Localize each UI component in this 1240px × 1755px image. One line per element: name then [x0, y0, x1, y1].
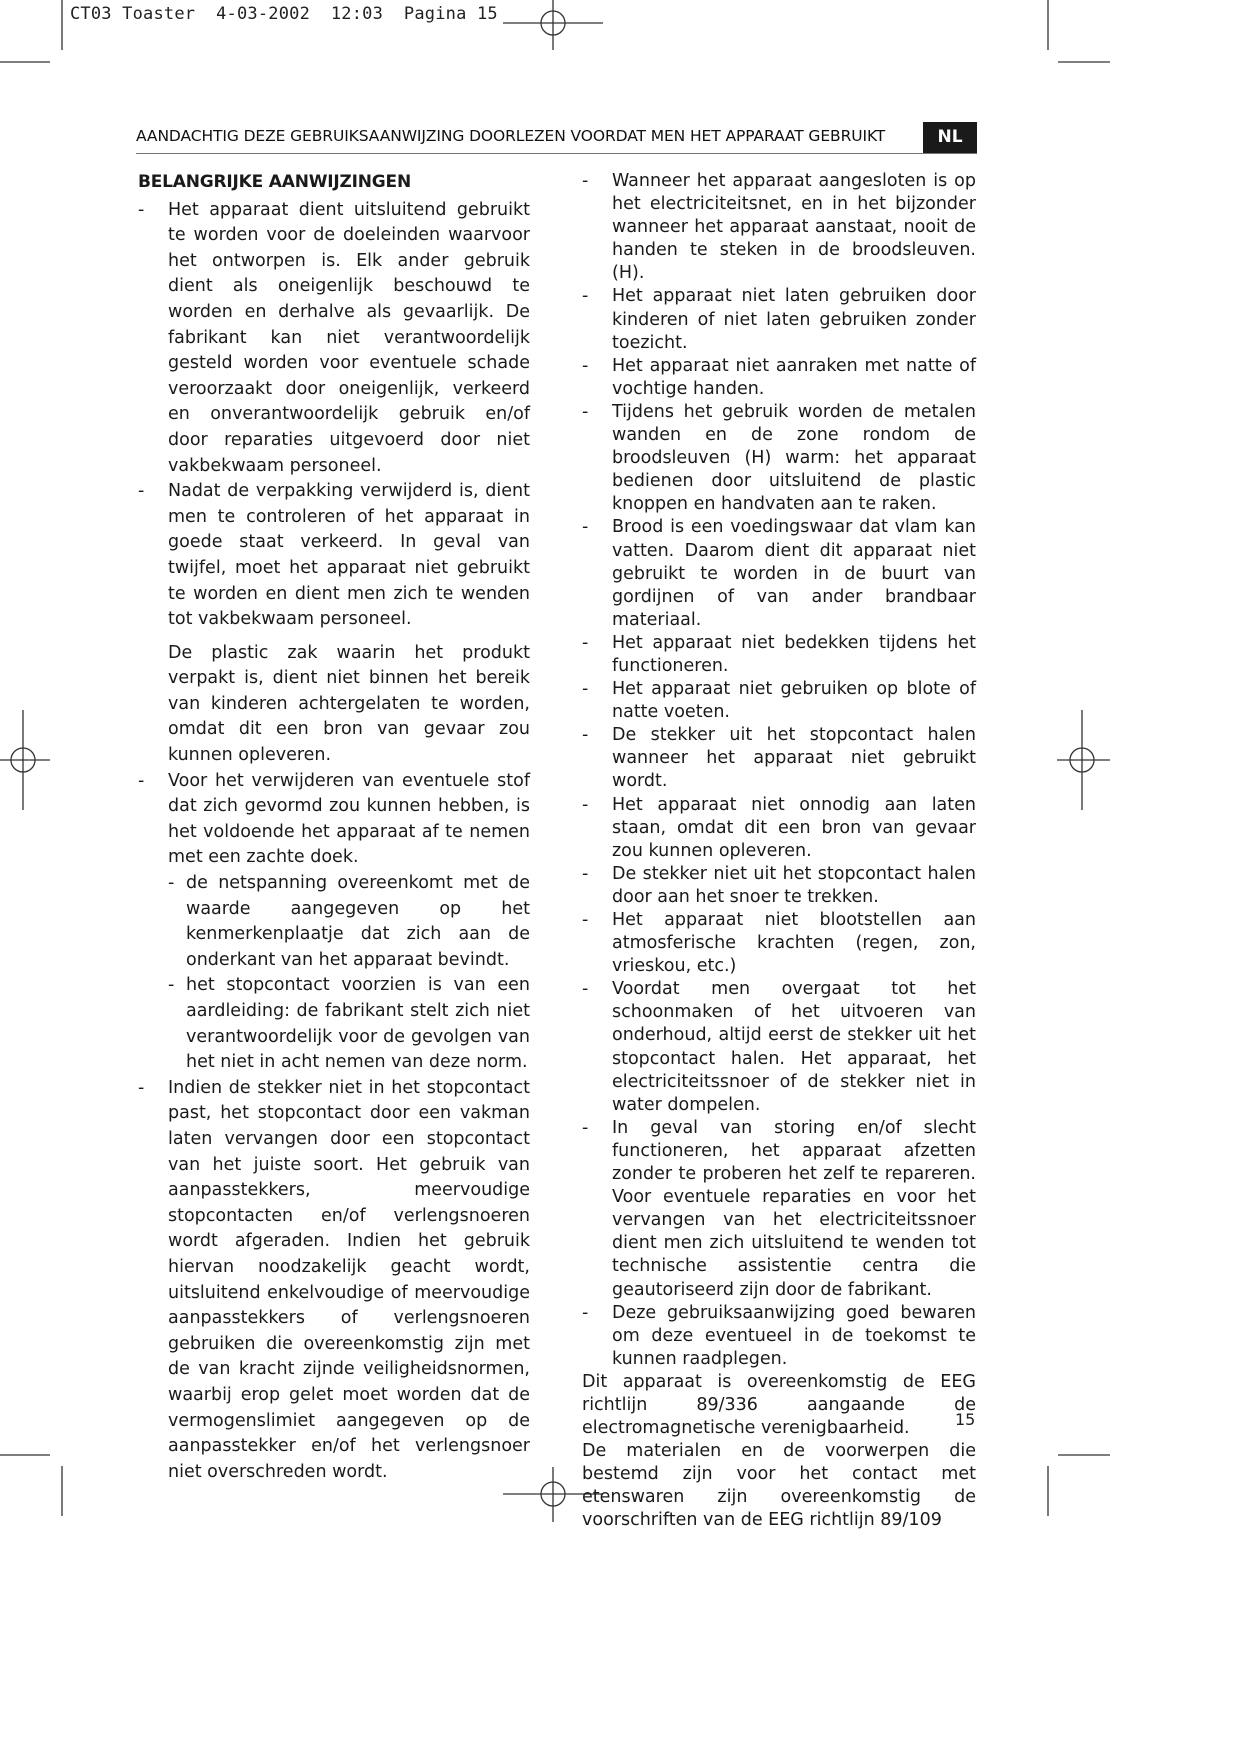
sub-list-item — [138, 871, 530, 973]
list-item — [582, 285, 976, 354]
item-text: Het apparaat niet gebruiken op blote of natte voeten. — [612, 679, 976, 723]
section-title: BELANGRIJKE AANWIJZINGEN — [138, 172, 412, 192]
item-text: de netspanning overeenkomt met de waarde aangegeven op het kenmerkenplaatje dat zich aan de onderkant van het apparaat bevindt. — [186, 873, 530, 970]
item-text: Indien de stekker niet in het stopcontact past, het stopcontact door een vakman laten vervangen door een stopcontact van het juiste soort. Het gebruik van aanpasstekkers, meervoudige stopcontacten en/of verlengsnoeren wordt afgeraden. Indien het gebruik hiervan noodzakelijk geacht wordt, uitsluitend enkelvoudige of meervoudige aanpasstekkers of verlengsnoeren gebruiken die overeenkomstig zijn met de van kracht zijnde veiligheidsnormen, waarbij erop gelet moet worden dat de vermogenslimiet aangegeven op de aanpasstekker en/of het verlengsnoer niet overschreden wordt. — [168, 1077, 530, 1482]
sub-list-item — [138, 973, 530, 1075]
bullet-dash: - — [582, 517, 589, 538]
bullet-dash: - — [582, 1302, 589, 1323]
list-item — [582, 401, 976, 516]
bullet-dash: - — [168, 975, 175, 996]
item-text: In geval van storing en/of slecht functioneren, het apparaat afzetten zonder te proberen het zelf te repareren. Voor eventuele reparaties en voor het vervangen van het electriciteitssnoer dient men zich uitsluitend te wenden tot technische assistentie centra die geautoriseerd zijn door de fabrikant. — [612, 1117, 976, 1300]
left-column — [138, 170, 530, 1485]
item-continuation: De plastic zak waarin het produkt verpakt is, dient niet binnen het bereik van kinderen achtergelaten te worden, omdat dit een bron van gevaar zou kunnen opleveren. — [168, 642, 530, 766]
print-slug: CT03 Toaster 4-03-2002 12:03 Pagina 15 — [70, 4, 498, 24]
list-item — [138, 1076, 530, 1486]
bullet-dash: - — [582, 979, 589, 1000]
item-text: Het apparaat niet onnodig aan laten staan, omdat dit een bron van gevaar zou kunnen opleveren. — [612, 794, 976, 861]
list-item — [138, 479, 530, 633]
list-item — [582, 516, 976, 631]
bullet-dash: - — [582, 355, 589, 376]
bullet-dash: - — [582, 725, 589, 746]
header-rule — [136, 153, 977, 154]
item-text: Het apparaat niet aanraken met natte of vochtige handen. — [612, 355, 976, 399]
compliance-paragraph: Dit apparaat is overeenkomstig de EEG richtlijn 89/336 aangaande de electromagnetische verenigbaarheid. — [582, 1371, 976, 1439]
bullet-dash: - — [582, 679, 589, 700]
item-text: Nadat de verpakking verwijderd is, dient men te controleren of het apparaat in goede staat verkeerd. In geval van twijfel, moet het apparaat niet gebruikt te worden en dient men zich te wenden tot vakbekwaam personeel. — [168, 481, 530, 630]
item-text: De stekker niet uit het stopcontact halen door aan het snoer te trekken. — [612, 863, 976, 907]
list-item — [582, 863, 976, 909]
bullet-dash: - — [582, 632, 589, 653]
item-text: Tijdens het gebruik worden de metalen wanden en de zone rondom de broodsleuven (H) warm: het apparaat bedienen door uitsluitend de plastic knoppen en handvaten aan te raken. — [612, 401, 976, 515]
list-item — [582, 724, 976, 793]
page-header — [136, 122, 976, 154]
registration-mark-right — [1057, 710, 1110, 810]
item-text: Deze gebruiksaanwijzing goed bewaren om deze eventueel in de toekomst te kunnen raadplegen. — [612, 1302, 976, 1369]
bullet-dash: - — [138, 770, 145, 791]
list-item — [582, 794, 976, 863]
list-item — [582, 1302, 976, 1371]
bullet-dash: - — [138, 1077, 145, 1098]
bullet-dash: - — [582, 794, 589, 815]
header-title: AANDACHTIG DEZE GEBRUIKSAANWIJZING DOORLEZEN VOORDAT MEN HET APPARAAT GEBRUIKT — [136, 127, 886, 145]
bullet-dash: - — [168, 873, 175, 894]
compliance-paragraph: De materialen en de voorwerpen die bestemd zijn voor het contact met etenswaren zijn overeenkomstig de voorschriften van de EEG richtlijn 89/109 — [582, 1441, 976, 1531]
list-item — [582, 909, 976, 978]
bullet-dash: - — [582, 910, 589, 930]
bullet-dash: - — [582, 171, 589, 191]
bullet-dash: - — [138, 199, 145, 220]
language-badge: NL — [923, 122, 977, 153]
list-item — [582, 632, 976, 678]
right-column — [582, 170, 976, 1533]
item-text: het stopcontact voorzien is van een aardleiding: de fabrikant stelt zich niet verantwoordelijk voor de gevolgen van het niet in acht nemen van deze norm. — [186, 975, 530, 1073]
bullet-dash: - — [582, 401, 589, 422]
item-text: Voor het verwijderen van eventuele stof dat zich gevormd zou kunnen hebben, is het voldoende het apparaat af te nemen met een zachte doek. — [168, 770, 530, 868]
item-text: Voordat men overgaat tot het schoonmaken of het uitvoeren van onderhoud, altijd eerst de stekker uit het stopcontact halen. Het apparaat, het electriciteitssnoer of de stekker niet in water dompelen. — [612, 979, 976, 1115]
item-text: Wanneer het apparaat aangesloten is op het electriciteitsnet, en in het bijzonder wanneer het apparaat aanstaat, nooit de handen te steken in de broodsleuven. (H). — [612, 171, 976, 284]
registration-mark-left — [0, 710, 50, 810]
list-item — [138, 198, 530, 480]
registration-mark-top — [503, 0, 603, 50]
item-text: Het apparaat dient uitsluitend gebruikt te worden voor de doeleinden waarvoor het ontworpen is. Elk ander gebruik dient als oneigenlijk beschouwd te worden en derhalve als gevaarlijk. De fabrikant kan niet verantwoordelijk gesteld worden voor eventuele schade veroorzaakt door oneigenlijk, verkeerd en onverantwoordelijk gebruik en/of door reparaties uitgevoerd door niet vakbekwaam personeel. — [168, 199, 530, 476]
list-item — [582, 978, 976, 1117]
item-text: De stekker uit het stopcontact halen wanneer het apparaat niet gebruikt wordt. — [612, 725, 976, 792]
page-number: 15 — [955, 1410, 976, 1429]
item-text: Het apparaat niet blootstellen aan atmosferische krachten (regen, zon, vrieskou, etc.) — [612, 910, 976, 977]
list-item — [582, 678, 976, 724]
item-text: Het apparaat niet laten gebruiken door kinderen of niet laten gebruiken zonder toezicht. — [612, 286, 976, 353]
list-item — [582, 1117, 976, 1302]
bullet-dash: - — [582, 863, 589, 884]
list-item — [582, 170, 976, 285]
list-item — [138, 769, 530, 871]
bullet-dash: - — [582, 1117, 589, 1138]
bullet-dash: - — [138, 481, 145, 502]
list-item — [582, 355, 976, 401]
bullet-dash: - — [582, 286, 589, 307]
item-text: Brood is een voedingswaar dat vlam kan vatten. Daarom dient dit apparaat niet gebruikt te worden in de buurt van gordijnen of van ander brandbaar materiaal. — [612, 517, 976, 630]
item-text: Het apparaat niet bedekken tijdens het functioneren. — [612, 632, 976, 676]
